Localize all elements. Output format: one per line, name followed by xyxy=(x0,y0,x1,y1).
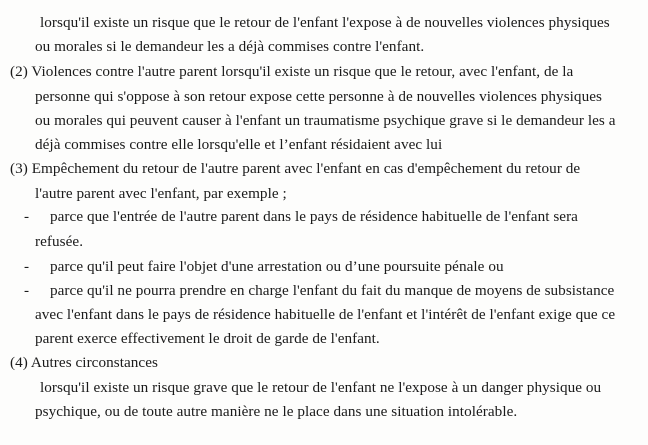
bullet-line: parce que l'entrée de l'autre parent dans le pays de résidence habituelle de l'enfant sera xyxy=(50,208,578,225)
bullet-dash: - xyxy=(24,208,30,225)
text-line: déjà commises contre elle lorsqu'elle et l’enfant résidaient avec lui xyxy=(35,136,443,153)
text-line: l'autre parent avec l'enfant, par exemple ; xyxy=(35,185,287,202)
text-line: personne qui s'oppose à son retour expose cette personne à de nouvelles violences physiques xyxy=(35,88,602,105)
text-line: lorsqu'il existe un risque grave que le retour de l'enfant ne l'expose à un danger physique ou xyxy=(40,379,602,396)
section-heading: (3) Empêchement du retour de l'autre parent avec l'enfant en cas d'empêchement du retour de xyxy=(10,160,581,177)
text-line: lorsqu'il existe un risque que le retour de l'enfant l'expose à de nouvelles violences physiques xyxy=(40,14,610,31)
bullet-line: avec l'enfant dans le pays de résidence habituelle de l'enfant et l'intérêt de l'enfant exige que ce xyxy=(35,306,616,323)
section-heading: (4) Autres circonstances xyxy=(10,354,158,371)
bullet-line: parce qu'il peut faire l'objet d'une arrestation ou d’une poursuite pénale ou xyxy=(50,258,504,275)
section-heading: (2) Violences contre l'autre parent lorsqu'il existe un risque que le retour, avec l'enfant, de la xyxy=(10,63,574,80)
bullet-dash: - xyxy=(24,258,30,275)
bullet-dash: - xyxy=(24,282,30,299)
text-line: ou morales si le demandeur les a déjà commises contre l'enfant. xyxy=(35,38,425,55)
bullet-line: refusée. xyxy=(35,233,84,250)
text-line: ou morales qui peuvent causer à l'enfant un traumatisme psychique grave si le demandeur les a xyxy=(35,112,616,129)
text-line: psychique, ou de toute autre manière ne le place dans une situation intolérable. xyxy=(35,403,518,420)
bullet-line: parent exerce effectivement le droit de garde de l'enfant. xyxy=(35,330,380,347)
bullet-line: parce qu'il ne pourra prendre en charge l'enfant du fait du manque de moyens de subsistance xyxy=(50,282,615,299)
